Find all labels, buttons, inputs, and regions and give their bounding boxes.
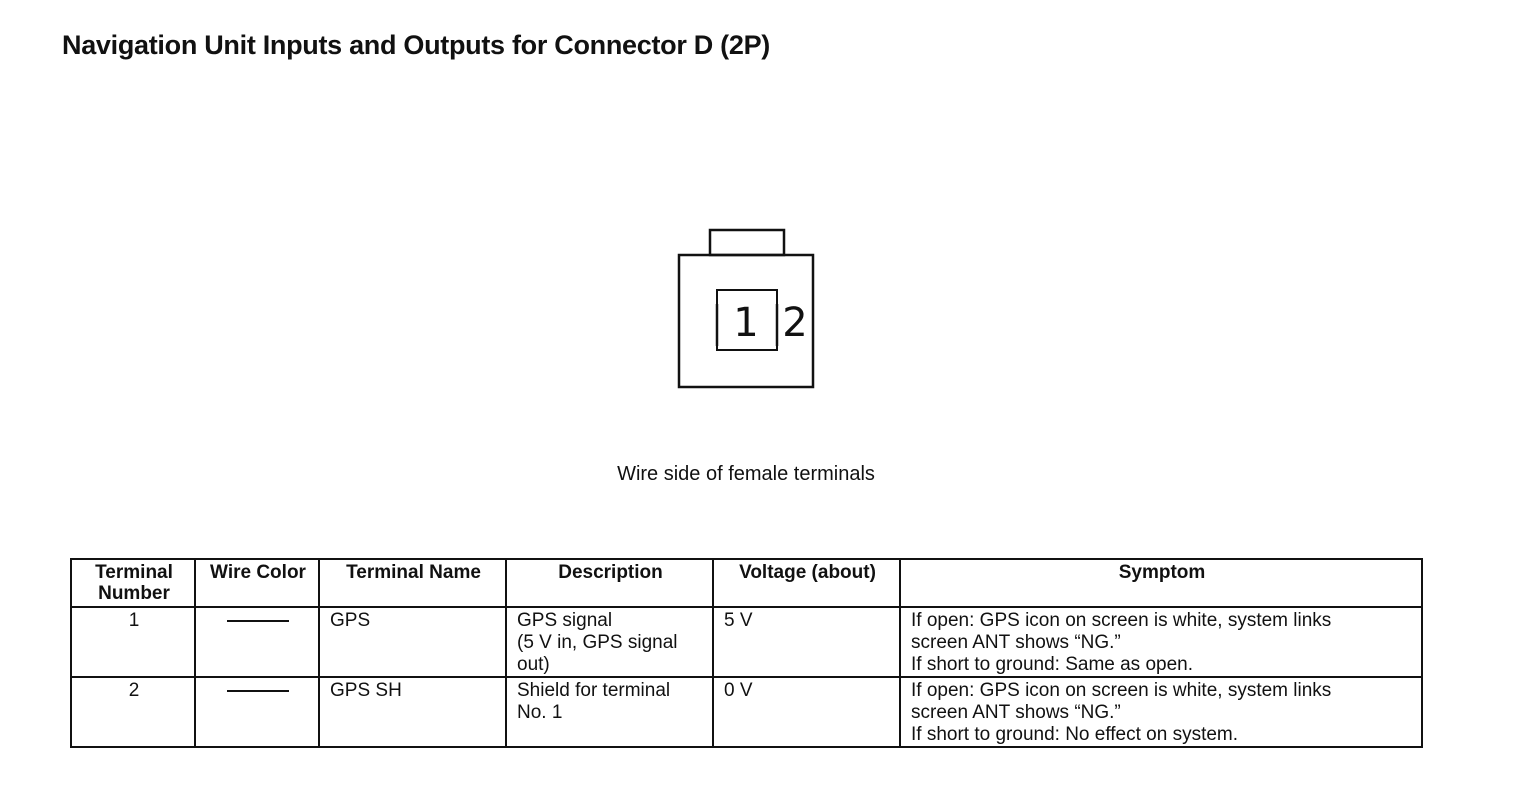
header-terminal-number: Terminal Number xyxy=(71,559,195,607)
table-row xyxy=(71,677,1422,747)
wire-color-cell xyxy=(195,607,319,677)
table-row xyxy=(71,607,1422,677)
header-symptom: Symptom xyxy=(900,559,1422,607)
connector-outline xyxy=(670,220,830,400)
terminal-number-cell: 2 xyxy=(71,677,195,747)
description-cell: GPS signal (5 V in, GPS signal out) xyxy=(506,607,713,677)
pin-label-1: 1 xyxy=(733,300,759,346)
description-cell: Shield for terminal No. 1 xyxy=(506,677,713,747)
connector-diagram xyxy=(670,220,830,400)
voltage-cell: 0 V xyxy=(713,677,900,747)
pin-label-2: 2 xyxy=(782,300,808,346)
terminal-name-cell: GPS xyxy=(319,607,506,677)
symptom-cell: If open: GPS icon on screen is white, system links screen ANT shows “NG.” If short to ground: Same as open. xyxy=(900,607,1422,677)
wire-color-cell xyxy=(195,677,319,747)
wire-color-line xyxy=(227,620,289,622)
connector-lock-tab xyxy=(710,230,784,255)
io-table xyxy=(70,558,1423,748)
diagram-caption: Wire side of female terminals xyxy=(617,463,875,485)
header-description: Description xyxy=(506,559,713,607)
header-wire-color: Wire Color xyxy=(195,559,319,607)
terminal-number-cell: 1 xyxy=(71,607,195,677)
header-voltage: Voltage (about) xyxy=(713,559,900,607)
page-title: Navigation Unit Inputs and Outputs for Connector D (2P) xyxy=(62,30,770,60)
terminal-name-cell: GPS SH xyxy=(319,677,506,747)
header-terminal-name: Terminal Name xyxy=(319,559,506,607)
voltage-cell: 5 V xyxy=(713,607,900,677)
table-header-row xyxy=(71,559,1422,607)
symptom-cell: If open: GPS icon on screen is white, system links screen ANT shows “NG.” If short to ground: No effect on system. xyxy=(900,677,1422,747)
wire-color-line xyxy=(227,690,289,692)
